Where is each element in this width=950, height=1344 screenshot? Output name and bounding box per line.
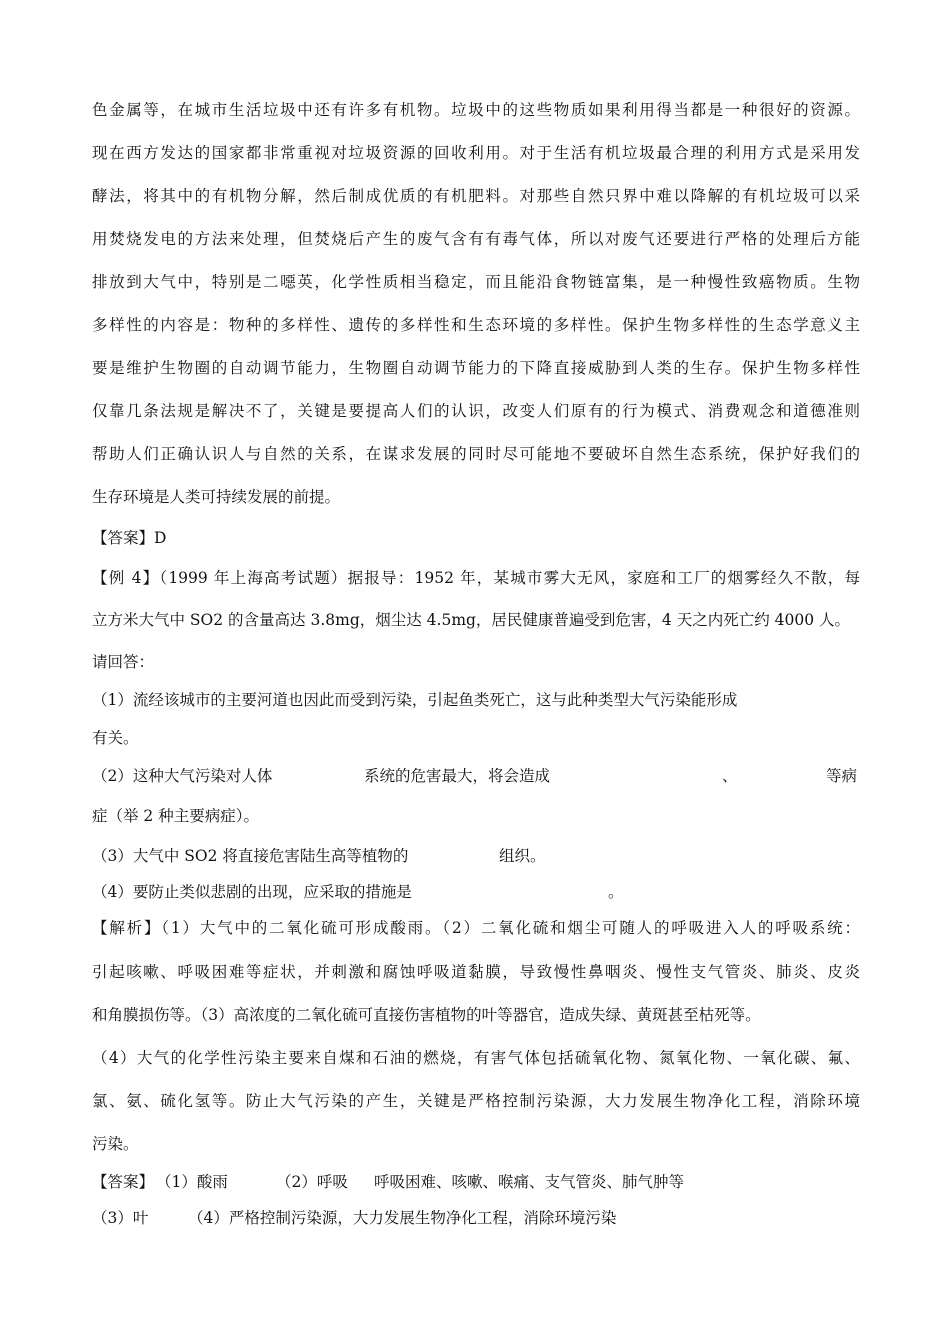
paragraph-line: 多样性的内容是：物种的多样性、遗传的多样性和生态环境的多样性。保护生物多样性的生态学意义主 xyxy=(92,316,860,334)
example-text: 立方米大气中 SO2 的含量高达 3.8mg，烟尘达 4.5mg，居民健康普遍受到危害，4 天之内死亡约 4000 人。 xyxy=(92,611,851,629)
paragraph-line: 用焚烧发电的方法来处理，但焚烧后产生的废气含有有毒气体，所以对废气还要进行严格的处理后方能 xyxy=(92,230,860,248)
answer-line: 【答案】D xyxy=(92,529,167,547)
question-2-separator: 、 xyxy=(722,767,738,785)
paragraph-line: 仅靠几条法规是解决不了，关键是要提高人们的认识，改变人们原有的行为模式、消费观念和道德准则 xyxy=(92,402,860,420)
question-2-part-b: 系统的危害最大，将会造成 xyxy=(364,767,551,785)
paragraph-line: 要是维护生物圈的自动调节能力，生物圈自动调节能力的下降直接威胁到人类的生存。保护生物多样性 xyxy=(92,359,860,377)
analysis-line: 【解析】（1）大气中的二氧化硫可形成酸雨。（2）二氧化硫和烟尘可随人的呼吸进入人的呼吸系统： xyxy=(92,919,860,937)
answer-part-1: （1）酸雨 xyxy=(156,1173,228,1191)
question-2-end: 症（举 2 种主要病症）。 xyxy=(92,807,259,825)
example-heading: 【例 4】（1999 年上海高考试题）据报导：1952 年，某城市雾大无风，家庭和工厂的烟雾经久不散，每 xyxy=(92,569,860,587)
answer-part-3: （3）叶 xyxy=(92,1209,149,1227)
question-1-end: 有关。 xyxy=(92,729,139,747)
analysis-line: 氯、氨、硫化氢等。防止大气污染的产生，关键是严格控制污染源，大力发展生物净化工程，消除环境 xyxy=(92,1092,860,1110)
analysis-line: 引起咳嗽、呼吸困难等症状，并刺激和腐蚀呼吸道黏膜，导致慢性鼻咽炎、慢性支气管炎、肺炎、皮炎 xyxy=(92,963,860,981)
question-3-part-a: （3）大气中 SO2 将直接危害陆生高等植物的 xyxy=(92,847,409,865)
paragraph-line: 酵法，将其中的有机物分解，然后制成优质的有机肥料。对那些自然只界中难以降解的有机垃圾可以采 xyxy=(92,187,860,205)
question-1: （1）流经该城市的主要河道也因此而受到污染，引起鱼类死亡，这与此种类型大气污染能形成 xyxy=(92,691,738,709)
analysis-line: 污染。 xyxy=(92,1135,139,1153)
analysis-line: （4）大气的化学性污染主要来自煤和石油的燃烧，有害气体包括硫氧化物、氮氧化物、一氧化碳、氟、 xyxy=(92,1049,860,1067)
question-4-part-a: （4）要防止类似悲剧的出现，应采取的措施是 xyxy=(92,883,412,901)
paragraph-line: 帮助人们正确认识人与自然的关系，在谋求发展的同时尽可能地不要破坏自然生态系统，保护好我们的 xyxy=(92,445,860,463)
question-4-part-b: 。 xyxy=(608,883,624,901)
question-2-part-d: 等病 xyxy=(826,767,858,785)
answer-part-2: （2）呼吸 xyxy=(276,1173,348,1191)
paragraph-line: 排放到大气中，特别是二噁英，化学性质相当稳定，而且能沿食物链富集，是一种慢性致癌物质。生物 xyxy=(92,273,860,291)
paragraph-line: 现在西方发达的国家都非常重视对垃圾资源的回收利用。对于生活有机垃圾最合理的利用方式是采用发 xyxy=(92,144,860,162)
answer-label: 【答案】 xyxy=(92,1173,155,1191)
analysis-line: 和角膜损伤等。（3）高浓度的二氧化硫可直接伤害植物的叶等器官，造成失绿、黄斑甚至枯死等。 xyxy=(92,1006,761,1024)
example-prompt: 请回答： xyxy=(92,653,155,671)
paragraph-line: 生存环境是人类可持续发展的前提。 xyxy=(92,488,341,506)
paragraph-line: 色金属等，在城市生活垃圾中还有许多有机物。垃圾中的这些物质如果利用得当都是一种很好的资源。 xyxy=(92,101,860,119)
answer-part-2b: 呼吸困难、咳嗽、喉痛、支气管炎、肺气肿等 xyxy=(374,1173,685,1191)
question-2-part-a: （2）这种大气污染对人体 xyxy=(92,767,273,785)
question-3-part-b: 组织。 xyxy=(499,847,546,865)
answer-part-4: （4）严格控制污染源，大力发展生物净化工程，消除环境污染 xyxy=(188,1209,617,1227)
